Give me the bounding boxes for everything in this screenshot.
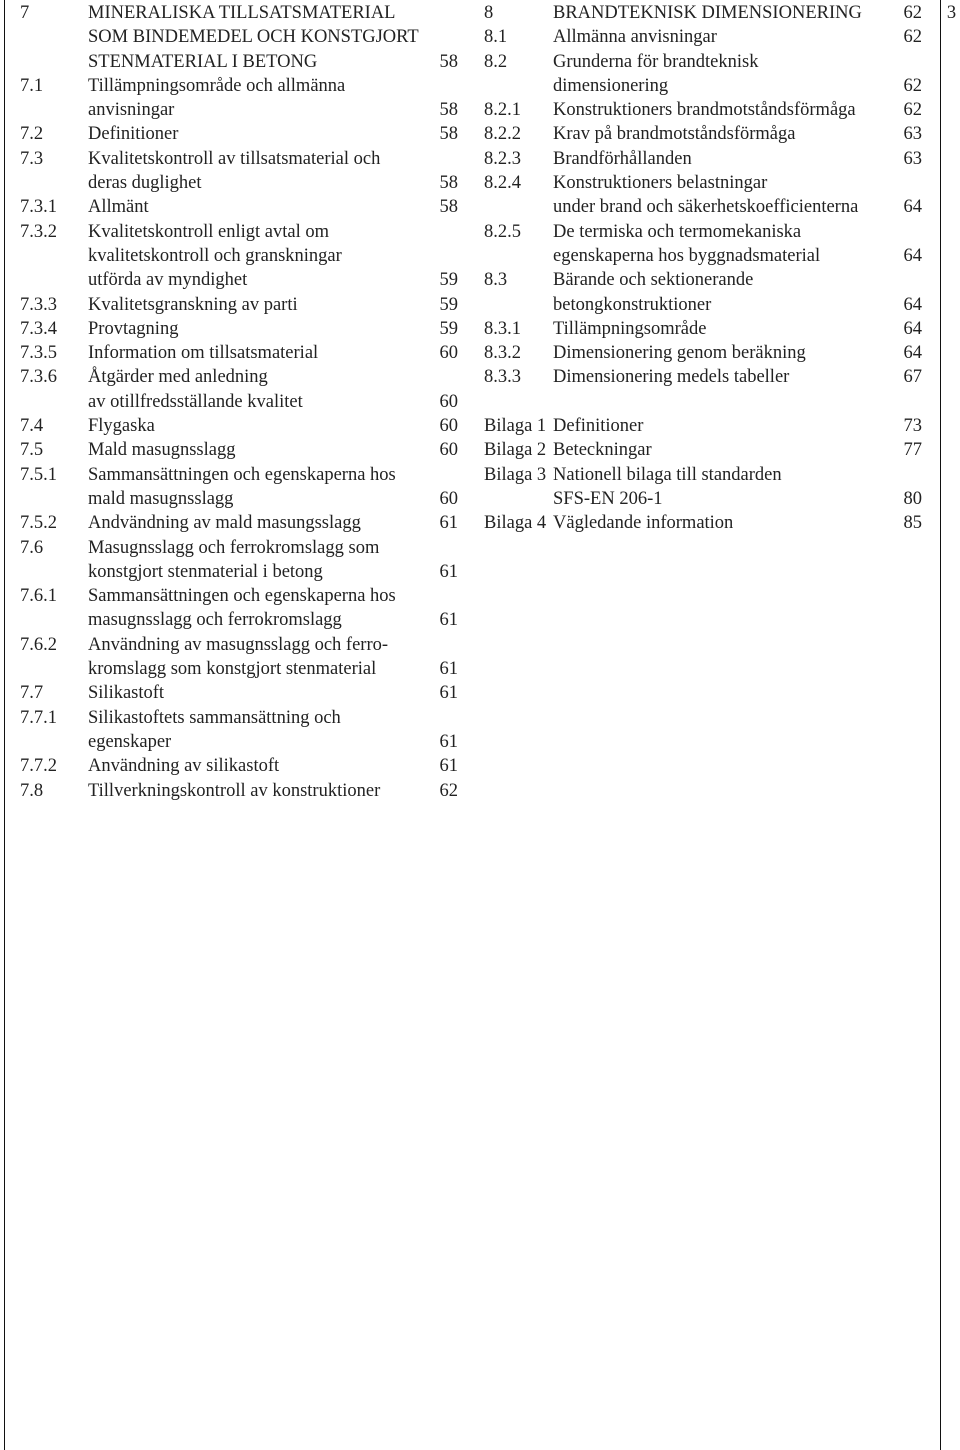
- toc-section-title: Brandförhållanden: [553, 148, 692, 169]
- toc-section-title: Masugnsslagg och ferrokromslagg som: [88, 537, 380, 558]
- toc-section-title: kromslagg som konstgjort stenmaterial: [88, 659, 377, 680]
- toc-section-number: 7.8: [20, 780, 44, 801]
- toc-page-ref: 58: [439, 197, 458, 218]
- toc-entry: [477, 147, 922, 171]
- toc-section-title: dimensionering: [553, 75, 669, 96]
- toc-entry: [6, 1, 458, 74]
- toc-section-number: 8.3.3: [484, 367, 521, 388]
- toc-entry-line: [6, 681, 458, 705]
- toc-entry-line: [477, 463, 922, 487]
- toc-page-ref: 58: [439, 100, 458, 121]
- toc-entry-line: [6, 171, 458, 195]
- toc-section-number: 8.2.2: [484, 124, 521, 145]
- toc-entry-line: [6, 365, 458, 389]
- toc-page-ref: 59: [439, 318, 458, 339]
- toc-section-title: Information om tillsatsmaterial: [88, 343, 319, 364]
- toc-section-number: 7.6.2: [20, 634, 57, 655]
- toc-section-title: anvisningar: [88, 100, 175, 121]
- toc-entry-line: [477, 414, 922, 438]
- toc-entry: [6, 74, 458, 123]
- toc-section-number: 7.3.3: [20, 294, 57, 315]
- toc-section-title: Flygaska: [88, 416, 155, 437]
- toc-page-ref: 60: [439, 391, 458, 412]
- toc-entry-line: [6, 463, 458, 487]
- toc-page-ref: 61: [439, 756, 458, 777]
- toc-section-title: Sammansättningen och egenskaperna hos: [88, 586, 396, 607]
- toc-entry: [477, 122, 922, 146]
- toc-section-number: 7.5: [20, 440, 44, 461]
- toc-section-title: Allmänt: [88, 197, 149, 218]
- toc-section-number: Bilaga 3: [484, 464, 547, 485]
- toc-entry-line: [6, 317, 458, 341]
- toc-entry-line: [6, 414, 458, 438]
- toc-entry: [6, 633, 458, 682]
- toc-section-title: Vägledande information: [553, 513, 734, 534]
- toc-entry-line: [6, 536, 458, 560]
- toc-entry: [477, 25, 922, 49]
- toc-page-ref: 64: [903, 197, 922, 218]
- toc-entry: [6, 195, 458, 219]
- toc-section-title: Användning av silikastoft: [88, 756, 280, 777]
- toc-left-column: [6, 1, 458, 803]
- toc-entry: [6, 341, 458, 365]
- toc-section-title: Andvändning av mald masungsslagg: [88, 513, 361, 534]
- toc-section-number: 7.3.4: [20, 318, 57, 339]
- toc-section-number: 7.1: [20, 75, 44, 96]
- toc-entry-line: [477, 147, 922, 171]
- toc-section-number: 7.7.1: [20, 707, 57, 728]
- toc-section-title: Mald masugnsslagg: [88, 440, 236, 461]
- toc-section-title: av otillfredsställande kvalitet: [88, 391, 303, 412]
- toc-entry: [477, 1, 922, 25]
- toc-section-title: STENMATERIAL I BETONG: [88, 51, 318, 72]
- toc-entry-line: [6, 438, 458, 462]
- toc-page-ref: 64: [903, 343, 922, 364]
- toc-section-number: 7.2: [20, 124, 44, 145]
- toc-section-number: 7.3.2: [20, 221, 57, 242]
- toc-entry-line: [6, 220, 458, 244]
- toc-section-title: Definitioner: [88, 124, 179, 145]
- toc-section-title: SOM BINDEMEDEL OCH KONSTGJORT: [88, 27, 419, 48]
- left-margin-rule: [4, 0, 5, 1450]
- toc-section-title: egenskaperna hos byggnadsmaterial: [553, 245, 821, 266]
- toc-section-title: deras duglighet: [88, 173, 202, 194]
- toc-section-number: 8.1: [484, 27, 508, 48]
- toc-entry: [6, 536, 458, 585]
- toc-section-number: 7.7: [20, 683, 44, 704]
- toc-entry: [477, 463, 922, 512]
- toc-entry-line: [6, 754, 458, 778]
- toc-section-title: SFS-EN 206-1: [553, 488, 663, 509]
- toc-entry: [6, 122, 458, 146]
- toc-entry-line: [6, 706, 458, 730]
- toc-section-number: 8: [484, 3, 494, 23]
- toc-entry-line: [477, 341, 922, 365]
- toc-section-title: Kvalitetskontroll av tillsatsmaterial och: [88, 148, 381, 169]
- toc-entry-line: [477, 244, 922, 268]
- toc-section-title: egenskaper: [88, 731, 172, 752]
- toc-entry-line: [6, 147, 458, 171]
- toc-page-ref: 60: [439, 416, 458, 437]
- toc-section-number: 7.7.2: [20, 756, 57, 777]
- toc-section-number: 8.2.1: [484, 100, 521, 121]
- toc-entry-line: [6, 341, 458, 365]
- right-margin-rule: [940, 0, 941, 1450]
- toc-page-ref: 64: [903, 245, 922, 266]
- toc-section-title: masugnsslagg och ferrokromslagg: [88, 610, 342, 631]
- toc-entry-line: [6, 511, 458, 535]
- toc-section-title: Definitioner: [553, 416, 644, 437]
- toc-section-title: Dimensionering medels tabeller: [553, 367, 790, 388]
- toc-section-number: 7.5.1: [20, 464, 57, 485]
- toc-entry-line: [6, 293, 458, 317]
- toc-section-number: 7.3.5: [20, 343, 57, 364]
- toc-page-ref: 62: [903, 27, 922, 48]
- toc-section-title: under brand och säkerhetskoefficienterna: [553, 197, 859, 218]
- toc-entry-line: [477, 195, 922, 219]
- toc-entry: [6, 317, 458, 341]
- toc-entry: [477, 171, 922, 220]
- toc-entry-line: [477, 171, 922, 195]
- toc-entry-line: [6, 98, 458, 122]
- toc-section-number: 7.3.6: [20, 367, 57, 388]
- toc-entry-line: [6, 268, 458, 292]
- toc-section-title: Sammansättningen och egenskaperna hos: [88, 464, 396, 485]
- toc-section-number: Bilaga 2: [484, 440, 547, 461]
- toc-entry: [477, 268, 922, 317]
- toc-entry-line: [6, 487, 458, 511]
- toc-section-number: 8.2.5: [484, 221, 521, 242]
- toc-entry-line: [6, 657, 458, 681]
- toc-section-title: Tillämpningsområde: [553, 318, 707, 339]
- toc-section-number: 8.2.3: [484, 148, 521, 169]
- toc-entry: [477, 50, 922, 99]
- toc-page-ref: 63: [903, 148, 922, 169]
- toc-entry: [477, 511, 922, 535]
- toc-page-ref: 77: [903, 440, 922, 461]
- toc-section-title: MINERALISKA TILLSATSMATERIAL: [88, 3, 396, 23]
- toc-section-number: 8.3.1: [484, 318, 521, 339]
- toc-entry-line: [477, 74, 922, 98]
- toc-section-title: Konstruktioners belastningar: [553, 173, 768, 194]
- toc-entry-line: [6, 122, 458, 146]
- toc-page-ref: 85: [903, 513, 922, 534]
- section-gap: [477, 390, 922, 414]
- toc-entry-line: [477, 317, 922, 341]
- toc-entry-line: [477, 293, 922, 317]
- toc-section-title: Silikastoft: [88, 683, 165, 704]
- toc-section-title: mald masugnsslagg: [88, 488, 234, 509]
- toc-page-ref: 62: [903, 3, 922, 23]
- toc-section-title: Konstruktioners brandmotståndsförmåga: [553, 100, 856, 121]
- toc-entry-line: [6, 1, 458, 25]
- page-number: 3: [946, 3, 957, 23]
- toc-entry: [6, 706, 458, 755]
- toc-section-title: konstgjort stenmaterial i betong: [88, 561, 323, 582]
- toc-entry-line: [6, 50, 458, 74]
- toc-entry-line: [477, 50, 922, 74]
- toc-entry: [6, 438, 458, 462]
- toc-entry: [477, 220, 922, 269]
- toc-entry-line: [6, 779, 458, 803]
- toc-page-ref: 67: [903, 367, 922, 388]
- toc-section-title: De termiska och termomekaniska: [553, 221, 802, 242]
- toc-entry: [477, 365, 922, 389]
- toc-section-title: Bärande och sektionerande: [553, 270, 754, 291]
- toc-entry-line: [477, 438, 922, 462]
- toc-page-ref: 60: [439, 440, 458, 461]
- toc-entry: [6, 147, 458, 196]
- toc-entry-line: [6, 74, 458, 98]
- toc-right-column: [477, 1, 922, 536]
- toc-page-ref: 61: [439, 659, 458, 680]
- toc-section-number: 7.6.1: [20, 586, 57, 607]
- toc-page-ref: 63: [903, 124, 922, 145]
- toc-page-ref: 62: [903, 100, 922, 121]
- toc-section-number: 8.3.2: [484, 343, 521, 364]
- toc-page-ref: 58: [439, 51, 458, 72]
- toc-entry-line: [477, 511, 922, 535]
- toc-section-number: 7.5.2: [20, 513, 57, 534]
- toc-section-title: Kvalitetskontroll enligt avtal om: [88, 221, 329, 242]
- toc-section-number: Bilaga 4: [484, 513, 547, 534]
- toc-entry-line: [6, 608, 458, 632]
- toc-section-title: Användning av masugnsslagg och ferro-: [88, 634, 389, 655]
- toc-page-ref: 61: [439, 610, 458, 631]
- toc-page-ref: 62: [903, 75, 922, 96]
- toc-page-ref: 59: [439, 270, 458, 291]
- toc-entry: [477, 317, 922, 341]
- toc-page-ref: 62: [439, 780, 458, 801]
- toc-page-ref: 58: [439, 173, 458, 194]
- toc-entry: [6, 293, 458, 317]
- toc-section-title: Beteckningar: [553, 440, 652, 461]
- toc-page-ref: 61: [439, 513, 458, 534]
- toc-entry: [6, 463, 458, 512]
- toc-section-number: 7.4: [20, 416, 44, 437]
- toc-entry: [6, 754, 458, 778]
- toc-entry: [477, 414, 922, 438]
- toc-page-ref: 64: [903, 294, 922, 315]
- toc-section-number: 7.6: [20, 537, 44, 558]
- toc-section-number: 7: [20, 3, 30, 23]
- toc-section-title: Provtagning: [88, 318, 179, 339]
- toc-section-title: Grunderna för brandteknisk: [553, 51, 759, 72]
- toc-entry-line: [6, 244, 458, 268]
- toc-entry-line: [6, 195, 458, 219]
- toc-section-title: Tillämpningsområde och allmänna: [88, 75, 346, 96]
- toc-page-ref: 61: [439, 683, 458, 704]
- toc-entry-line: [477, 25, 922, 49]
- toc-entry-line: [477, 268, 922, 292]
- toc-entry-line: [6, 390, 458, 414]
- toc-entry-line: [6, 633, 458, 657]
- toc-section-title: Krav på brandmotståndsförmåga: [553, 124, 796, 145]
- toc-section-title: Nationell bilaga till standarden: [553, 464, 782, 485]
- toc-page-ref: 59: [439, 294, 458, 315]
- toc-entry: [6, 511, 458, 535]
- toc-section-number: 8.3: [484, 270, 508, 291]
- toc-section-title: Allmänna anvisningar: [553, 27, 717, 48]
- toc-page-ref: 61: [439, 731, 458, 752]
- toc-entry-line: [477, 487, 922, 511]
- toc-page-ref: 61: [439, 561, 458, 582]
- toc-entry-line: [6, 584, 458, 608]
- toc-page-ref: 64: [903, 318, 922, 339]
- toc-section-title: Åtgärder med anledning: [88, 367, 268, 388]
- toc-entry: [6, 365, 458, 414]
- toc-entry: [6, 414, 458, 438]
- toc-page-ref: 60: [439, 488, 458, 509]
- toc-page-ref: 60: [439, 343, 458, 364]
- toc-entry-line: [477, 1, 922, 25]
- toc-section-title: betongkonstruktioner: [553, 294, 712, 315]
- toc-page-ref: 73: [903, 416, 922, 437]
- toc-section-title: BRANDTEKNISK DIMENSIONERING: [553, 3, 862, 23]
- toc-entry: [477, 341, 922, 365]
- toc-entry: [477, 98, 922, 122]
- toc-entry: [6, 584, 458, 633]
- toc-entry-line: [6, 560, 458, 584]
- toc-entry: [6, 220, 458, 293]
- toc-entry-line: [477, 98, 922, 122]
- toc-section-title: Silikastoftets sammansättning och: [88, 707, 341, 728]
- toc-section-title: Tillverkningskontroll av konstruktioner: [88, 780, 381, 801]
- toc-section-number: 8.2: [484, 51, 508, 72]
- toc-entry: [6, 681, 458, 705]
- toc-section-number: 8.2.4: [484, 173, 521, 194]
- toc-section-number: 7.3.1: [20, 197, 57, 218]
- toc-entry: [6, 779, 458, 803]
- toc-entry-line: [477, 220, 922, 244]
- toc-page-ref: 58: [439, 124, 458, 145]
- toc-section-title: utförda av myndighet: [88, 270, 248, 291]
- toc-entry: [477, 438, 922, 462]
- toc-entry-line: [6, 25, 458, 49]
- toc-section-title: Kvalitetsgranskning av parti: [88, 294, 298, 315]
- toc-section-title: Dimensionering genom beräkning: [553, 343, 806, 364]
- toc-entry-line: [477, 365, 922, 389]
- toc-section-title: kvalitetskontroll och granskningar: [88, 245, 342, 266]
- toc-entry-line: [477, 122, 922, 146]
- toc-section-number: 7.3: [20, 148, 44, 169]
- toc-page-ref: 80: [903, 488, 922, 509]
- toc-entry-line: [6, 730, 458, 754]
- toc-section-number: Bilaga 1: [484, 416, 547, 437]
